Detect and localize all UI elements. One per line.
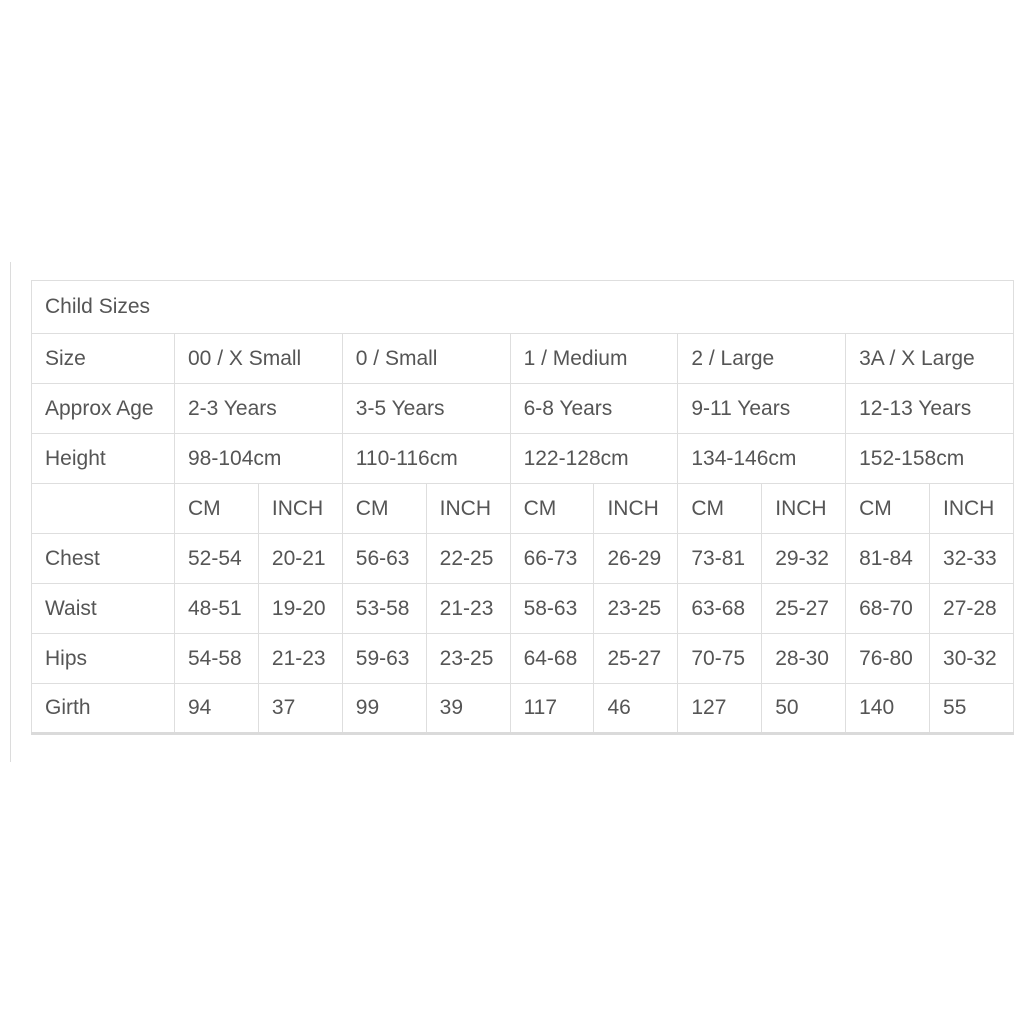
measurement-cell: 26-29 [594,534,678,584]
measurement-cell: 23-25 [426,634,510,684]
size-cell: 3A / X Large [846,334,1014,384]
size-row [32,334,1014,384]
left-divider [10,262,11,762]
measurement-cell: 25-27 [762,584,846,634]
measurement-cell: 99 [342,684,426,734]
measurement-cell: 140 [846,684,930,734]
height-cell: 110-116cm [342,434,510,484]
measurement-cell: 21-23 [426,584,510,634]
age-row [32,384,1014,434]
height-cell: 98-104cm [175,434,343,484]
age-cell: 2-3 Years [175,384,343,434]
unit-header-cell: CM [342,484,426,534]
measurement-cell: 55 [930,684,1014,734]
measurement-cell: 20-21 [258,534,342,584]
age-cell: 9-11 Years [678,384,846,434]
measurement-cell: 28-30 [762,634,846,684]
units-row [32,484,1014,534]
measurement-cell: 29-32 [762,534,846,584]
measurement-cell: 23-25 [594,584,678,634]
table-caption: Child Sizes [32,281,1014,334]
size-cell: 1 / Medium [510,334,678,384]
caption-row [32,281,1014,334]
girth-row [32,684,1014,734]
unit-header-cell: INCH [258,484,342,534]
measurement-cell: 117 [510,684,594,734]
measurement-cell: 63-68 [678,584,762,634]
measurement-cell: 68-70 [846,584,930,634]
size-cell: 2 / Large [678,334,846,384]
unit-header-cell: CM [846,484,930,534]
size-cell: 0 / Small [342,334,510,384]
age-cell: 3-5 Years [342,384,510,434]
measurement-cell: 64-68 [510,634,594,684]
unit-header-cell: INCH [930,484,1014,534]
row-label: Height [32,434,175,484]
unit-header-cell: INCH [594,484,678,534]
row-label: Hips [32,634,175,684]
measurement-cell: 76-80 [846,634,930,684]
measurement-cell: 52-54 [175,534,259,584]
measurement-cell: 59-63 [342,634,426,684]
measurement-cell: 70-75 [678,634,762,684]
measurement-cell: 27-28 [930,584,1014,634]
row-label: Girth [32,684,175,734]
measurement-cell: 81-84 [846,534,930,584]
measurement-cell: 53-58 [342,584,426,634]
height-row [32,434,1014,484]
measurement-cell: 25-27 [594,634,678,684]
height-cell: 122-128cm [510,434,678,484]
row-label: Waist [32,584,175,634]
measurement-cell: 127 [678,684,762,734]
unit-header-cell: CM [678,484,762,534]
unit-header-cell: CM [510,484,594,534]
measurement-cell: 30-32 [930,634,1014,684]
hips-row [32,634,1014,684]
size-cell: 00 / X Small [175,334,343,384]
measurement-cell: 21-23 [258,634,342,684]
measurement-cell: 22-25 [426,534,510,584]
measurement-cell: 46 [594,684,678,734]
size-chart-table [31,280,1014,735]
measurement-cell: 48-51 [175,584,259,634]
measurement-cell: 37 [258,684,342,734]
row-label: Size [32,334,175,384]
measurement-cell: 66-73 [510,534,594,584]
measurement-cell: 39 [426,684,510,734]
measurement-cell: 73-81 [678,534,762,584]
unit-header-cell: CM [175,484,259,534]
waist-row [32,584,1014,634]
measurement-cell: 19-20 [258,584,342,634]
age-cell: 6-8 Years [510,384,678,434]
measurement-cell: 94 [175,684,259,734]
row-label: Approx Age [32,384,175,434]
measurement-cell: 32-33 [930,534,1014,584]
measurement-cell: 54-58 [175,634,259,684]
height-cell: 134-146cm [678,434,846,484]
measurement-cell: 58-63 [510,584,594,634]
row-label: Chest [32,534,175,584]
unit-header-cell: INCH [762,484,846,534]
row-label [32,484,175,534]
chest-row [32,534,1014,584]
age-cell: 12-13 Years [846,384,1014,434]
measurement-cell: 50 [762,684,846,734]
measurement-cell: 56-63 [342,534,426,584]
unit-header-cell: INCH [426,484,510,534]
height-cell: 152-158cm [846,434,1014,484]
